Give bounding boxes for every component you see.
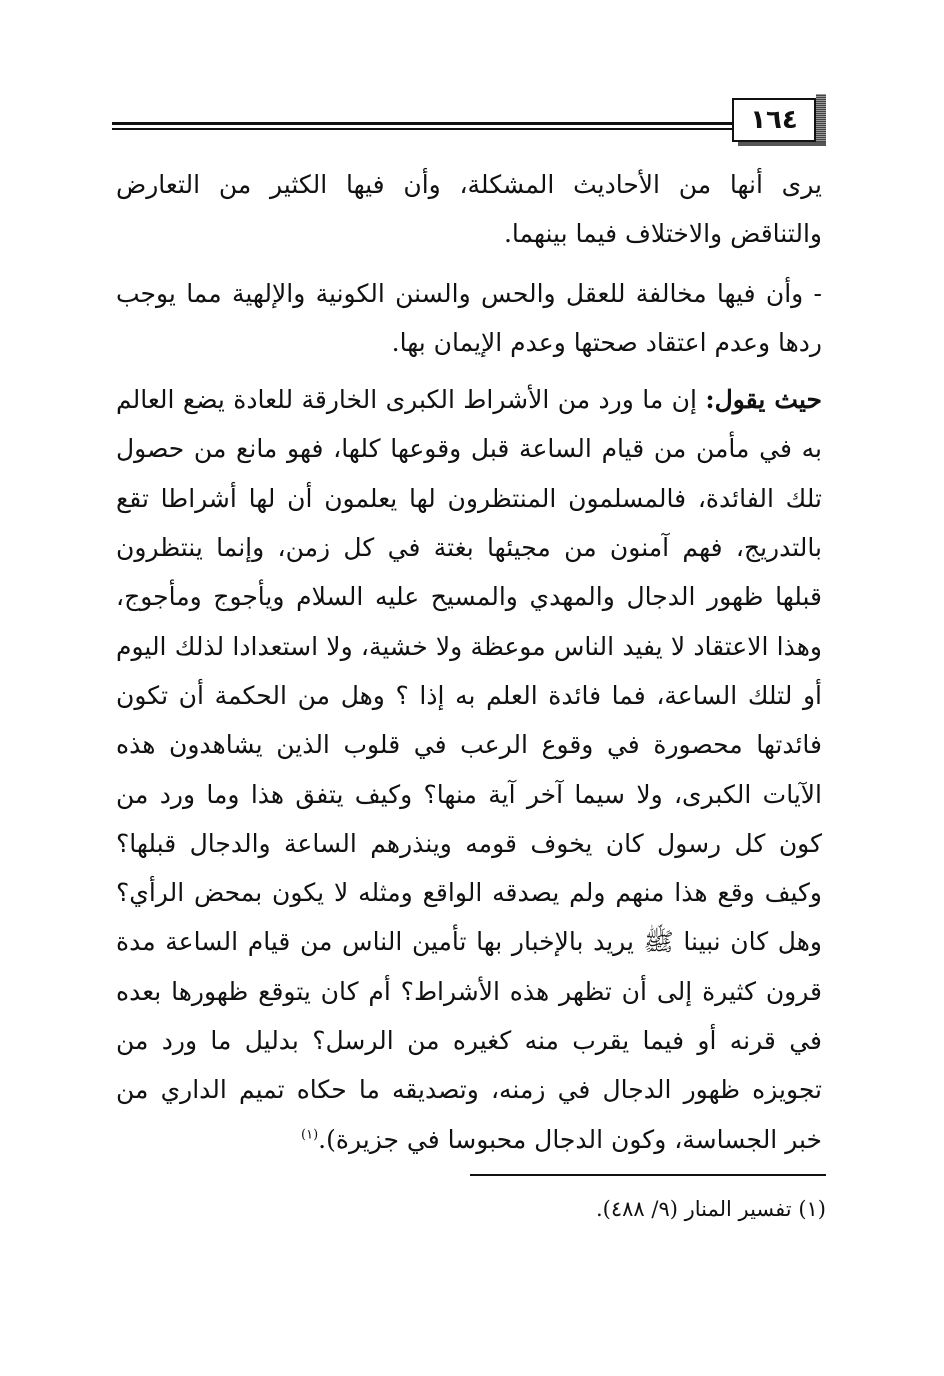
page-number-box-shadow-bottom: [738, 142, 826, 146]
footnote-reference: (١): [301, 1127, 319, 1143]
paragraph-3: [116, 375, 822, 1164]
header-rule-thin: [112, 128, 732, 130]
header-rule-thick: [112, 122, 732, 125]
page-number: ١٦٤: [732, 98, 816, 142]
page-number-box-shadow: [816, 94, 826, 146]
page-header: [112, 94, 828, 150]
paragraph-3-lead: حيث يقول:: [705, 385, 822, 415]
footnote: (١) تفسير المنار (٩/ ٤٨٨).: [595, 1197, 826, 1221]
footnote-separator: [470, 1174, 826, 1176]
paragraph-1: يرى أنها من الأحاديث المشكلة، وأن فيها الكثير من التعارض والتناقض والاختلاف فيما بينهما.: [116, 170, 822, 249]
paragraph-3-text: إن ما ورد من الأشراط الكبرى الخارقة للعادة يضع العالم به في مأمن من قيام الساعة قبل وقوعها كلها، فهو مانع من حصول تلك الفائدة، فالمسلمون المنتظرون لها يعلمون أن لها أشراطا تقع بالتدريج، فهم آمنون من مجيئها بغتة في كل زمن، وإنما ينتظرون قبلها ظهور الدجال والمهدي والمسيح عليه السلام ويأجوج ومأجوج، وهذا الاعتقاد لا يفيد الناس موعظة ولا خشية، ولا استعدادا لذلك اليوم أو لتلك الساعة، فما فائدة العلم به إذا ؟ وهل من الحكمة أن تكون فائدتها محصورة في وقوع الرعب في قلوب الذين يشاهدون هذه الآيات الكبرى، ولا سيما آخر آية منها؟ وكيف يتفق هذا وما ورد من كون كل رسول كان يخوف قومه وينذرهم الساعة والدجال قبلها؟ وكيف وقع هذا منهم ولم يصدقه الواقع ومثله لا يكون بمحض الرأي؟ وهل كان نبينا ﷺ يريد بالإخبار بها تأمين الناس من قيام الساعة مدة قرون كثيرة إلى أن تظهر هذه الأشراط؟ أم كان يتوقع ظهورها بعده في قرنه أو فيما يقرب منه كغيره من الرسل؟ بدليل ما ورد من تجويزه ظهور الدجال في زمنه، وتصديقه ما حكاه تميم الداري من خبر الجساسة، وكون الدجال محبوسا في جزيرة).: [116, 385, 822, 1154]
body-text: [116, 160, 822, 1164]
paragraph-2: - وأن فيها مخالفة للعقل والحس والسنن الكونية والإلهية مما يوجب ردها وعدم اعتقاد صحتها وعدم الإيمان بها.: [116, 278, 822, 357]
